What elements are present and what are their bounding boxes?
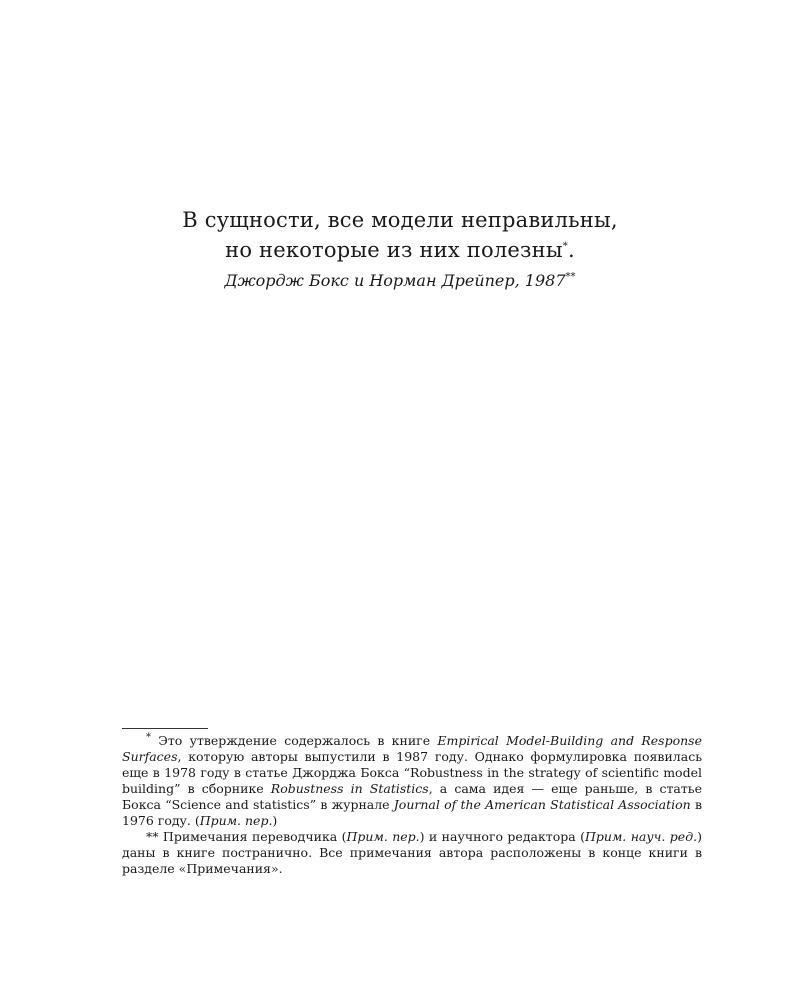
- footnote-1-text-1: Это утверждение содержалось в книге: [158, 733, 438, 748]
- footnote-1-mark: *: [146, 731, 151, 743]
- footnote-1: [122, 733, 702, 829]
- epigraph: [0, 205, 800, 294]
- footnote-1-note-label: Прим. пер.: [199, 813, 273, 828]
- footnote-2-note-editor: Прим. науч. ред.: [584, 829, 698, 844]
- footnote-ref-1: *: [562, 241, 568, 252]
- footnote-2-note-translator: Прим. пер.: [346, 829, 420, 844]
- epigraph-attribution: [0, 268, 800, 294]
- footnote-2-text-2: ) и научного редактора (: [419, 829, 585, 844]
- epigraph-line-1: [0, 205, 800, 235]
- footnote-ref-2: **: [565, 271, 576, 283]
- epigraph-line-2-text: но некоторые из них полезны: [225, 238, 563, 262]
- epigraph-line-2: [0, 235, 800, 265]
- footnote-1-text-4: в 1976 году. (: [122, 797, 702, 828]
- footnote-1-book-title: Empirical Model-Building and Response Surfaces: [122, 733, 702, 764]
- footnote-2: [122, 829, 702, 877]
- epigraph-line-2-end: .: [567, 238, 575, 262]
- epigraph-line-1-text: В сущности, все модели неправильны,: [182, 208, 618, 232]
- footnote-1-collection-title: Robustness in Statistics: [270, 781, 429, 796]
- footnote-2-text-1: Примечания переводчика (: [162, 829, 347, 844]
- attribution-text: Джордж Бокс и Норман Дрейпер, 1987: [224, 271, 566, 290]
- footnote-2-mark: **: [146, 829, 159, 844]
- footnote-1-text-2: , которую авторы выпустили в 1987 году. Однако формулировка появилась еще в 1978 году в статье Джорджа Бокса “Robustness in the strategy of scientific model building” в сборнике: [122, 749, 702, 796]
- footnote-1-journal-title: Journal of the American Statistical Association: [393, 797, 691, 812]
- footnote-separator: [122, 728, 208, 729]
- footnotes: [122, 733, 702, 877]
- footnote-2-text-3: ) даны в книге постранично. Все примечания автора расположены в конце книги в разделе «Примечания».: [122, 829, 702, 876]
- footnote-1-text-5: ): [272, 813, 278, 828]
- footnote-1-text-3: , а сама идея — еще раньше, в статье Бокса “Science and statistics” в журнале: [122, 781, 702, 812]
